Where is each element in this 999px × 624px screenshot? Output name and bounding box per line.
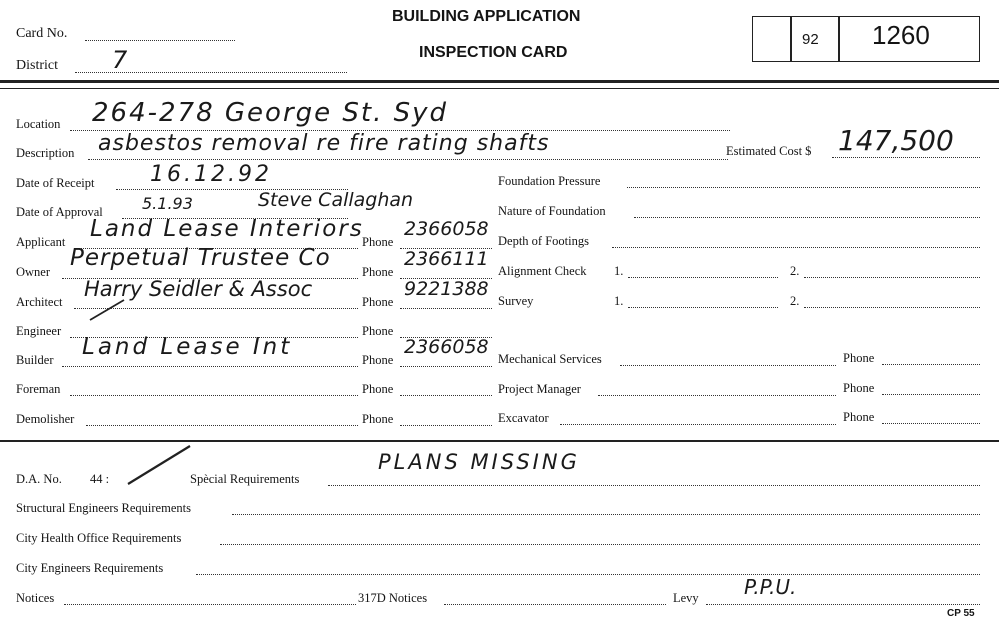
notices-label: Notices bbox=[16, 591, 55, 605]
special-requirements-label: Spècial Requirements bbox=[190, 472, 300, 486]
mechanical-phone-label: Phone bbox=[843, 351, 875, 365]
mechanical-services-label: Mechanical Services bbox=[498, 352, 602, 366]
foreman-phone-label: Phone bbox=[362, 382, 394, 396]
owner-value: Perpetual Trustee Co bbox=[70, 245, 331, 271]
architect-phone-value: 9221388 bbox=[404, 278, 489, 300]
structural-requirements-label: Structural Engineers Requirements bbox=[16, 501, 191, 515]
da-no-value: 44 : bbox=[90, 472, 110, 486]
owner-phone-label: Phone bbox=[362, 265, 394, 279]
date-receipt-value: 16.12.92 bbox=[150, 162, 272, 187]
notices-line bbox=[64, 604, 356, 605]
owner-phone-value: 2366111 bbox=[404, 248, 489, 270]
city-engineers-requirements-label: City Engineers Requirements bbox=[16, 561, 164, 575]
demolisher-phone-label: Phone bbox=[362, 412, 394, 426]
district-label: District bbox=[16, 58, 58, 73]
reference-number: 1260 bbox=[872, 20, 930, 50]
description-label: Description bbox=[16, 146, 75, 160]
engineer-label: Engineer bbox=[16, 324, 62, 338]
approved-by-signature: Steve Callaghan bbox=[258, 189, 414, 211]
estimated-cost-value: 147,500 bbox=[838, 124, 954, 157]
survey-2-label: 2. bbox=[790, 294, 800, 308]
alignment-check-1-label: 1. bbox=[614, 264, 624, 278]
location-label: Location bbox=[16, 117, 61, 131]
notices-317d-label: 317D Notices bbox=[358, 591, 428, 605]
description-value: asbestos removal re fire rating shafts bbox=[98, 131, 550, 156]
owner-label: Owner bbox=[16, 265, 51, 279]
date-approval-value: 5.1.93 bbox=[142, 194, 193, 213]
architect-phone-label: Phone bbox=[362, 295, 394, 309]
applicant-label: Applicant bbox=[16, 235, 66, 249]
architect-label: Architect bbox=[16, 295, 63, 309]
applicant-value: Land Lease Interiors bbox=[90, 216, 364, 242]
special-requirements-line bbox=[328, 485, 980, 486]
excavator-phone-label: Phone bbox=[843, 410, 875, 424]
engineer-check-stroke bbox=[90, 300, 124, 320]
applicant-phone-label: Phone bbox=[362, 235, 394, 249]
health-requirements-label: City Health Office Requirements bbox=[16, 531, 182, 545]
health-requirements-line bbox=[220, 544, 980, 545]
city-engineers-requirements-line bbox=[196, 574, 980, 575]
location-value: 264-278 George St. Syd bbox=[92, 98, 449, 128]
project-manager-phone-label: Phone bbox=[843, 381, 875, 395]
builder-phone-value: 2366058 bbox=[404, 336, 489, 358]
estimated-cost-label: Estimated Cost $ bbox=[726, 144, 812, 158]
form-code: CP 55 bbox=[947, 608, 975, 619]
excavator-label: Excavator bbox=[498, 411, 549, 425]
alignment-check-2-label: 2. bbox=[790, 264, 800, 278]
foundation-pressure-label: Foundation Pressure bbox=[498, 174, 601, 188]
alignment-check-label: Alignment Check bbox=[498, 264, 587, 278]
da-no-check-stroke bbox=[128, 446, 190, 484]
builder-phone-label: Phone bbox=[362, 353, 394, 367]
notices-317d-line bbox=[444, 604, 666, 605]
nature-foundation-label: Nature of Foundation bbox=[498, 204, 606, 218]
engineer-phone-label: Phone bbox=[362, 324, 394, 338]
builder-label: Builder bbox=[16, 353, 54, 367]
da-no-label: D.A. No. bbox=[16, 472, 62, 486]
survey-label: Survey bbox=[498, 294, 534, 308]
special-requirements-value: PLANS MISSING bbox=[378, 450, 580, 474]
builder-value: Land Lease Int bbox=[82, 334, 293, 360]
levy-label: Levy bbox=[673, 591, 699, 605]
foreman-label: Foreman bbox=[16, 382, 61, 396]
demolisher-label: Demolisher bbox=[16, 412, 75, 426]
levy-value: P.P.U. bbox=[744, 575, 797, 599]
card-no-label: Card No. bbox=[16, 26, 68, 41]
applicant-phone-value: 2366058 bbox=[404, 218, 489, 240]
form-title-line1: BUILDING APPLICATION bbox=[392, 8, 581, 25]
survey-1-label: 1. bbox=[614, 294, 624, 308]
depth-footings-label: Depth of Footings bbox=[498, 234, 589, 248]
date-receipt-label: Date of Receipt bbox=[16, 176, 95, 190]
date-approval-label: Date of Approval bbox=[16, 205, 103, 219]
reference-year: 92 bbox=[802, 31, 819, 48]
form-title-line2: INSPECTION CARD bbox=[419, 44, 568, 61]
levy-line bbox=[706, 604, 980, 605]
architect-value: Harry Seidler & Assoc bbox=[84, 277, 313, 301]
district-value: 7 bbox=[112, 46, 128, 74]
project-manager-label: Project Manager bbox=[498, 382, 581, 396]
structural-requirements-line bbox=[232, 514, 980, 515]
